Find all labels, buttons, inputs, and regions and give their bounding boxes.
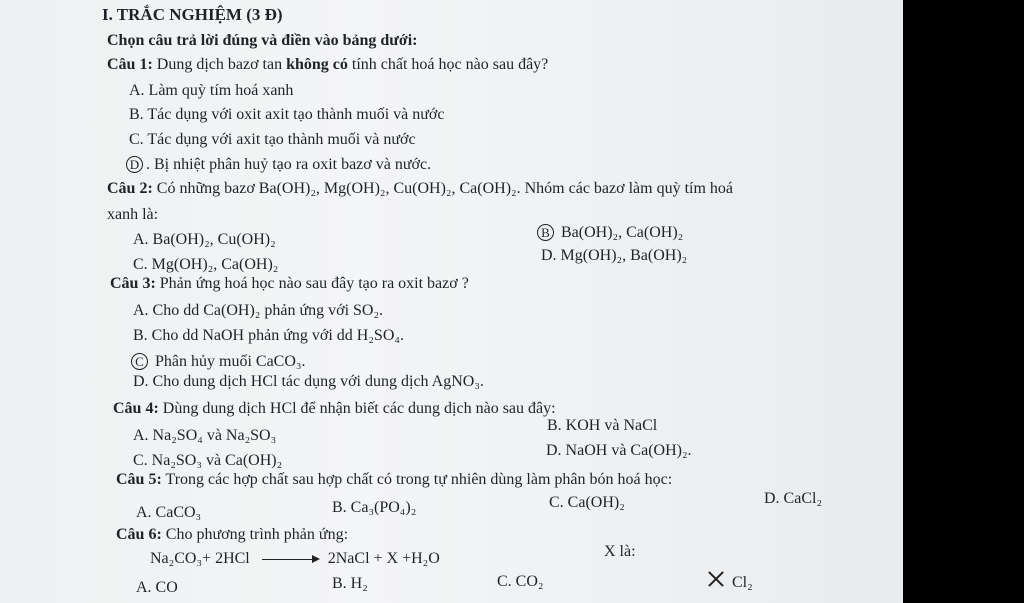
q4-option-a: A. Na₂SO₄ và Na₂SO₃ <box>133 427 277 444</box>
q1-option-a: A. Làm quỳ tím hoá xanh <box>129 82 294 99</box>
answer-circle-icon: C <box>131 353 148 370</box>
answer-circle-icon: B <box>537 224 554 241</box>
q2-option-a: A. Ba(OH)₂, Cu(OH)₂ <box>133 231 276 248</box>
q6-option-c: C. CO₂ <box>497 573 544 590</box>
equation-products: 2NaCl + X +H₂O <box>327 550 440 567</box>
q4-option-b: B. KOH và NaCl <box>547 417 658 434</box>
question-5: Câu 5: Trong các hợp chất sau hợp chất có trong tự nhiên dùng làm phân bón hoá học: <box>116 471 673 488</box>
question-4: Câu 4: Dùng dung dịch HCl để nhận biết các dung dịch nào sau đây: <box>113 400 556 417</box>
x-label: X là: <box>604 543 636 560</box>
crossed-answer-icon <box>706 571 722 587</box>
answer-circle-icon: D <box>126 156 143 173</box>
question-3: Câu 3: Phản ứng hoá học nào sau đây tạo ra oxit bazơ ? <box>110 275 469 292</box>
equation-reactants: Na₂CO₃+ 2HCl <box>150 550 250 567</box>
q2-option-c: C. Mg(OH)₂, Ca(OH)₂ <box>133 256 279 273</box>
question-2: Câu 2: Có những bazơ Ba(OH)₂, Mg(OH)₂, Cu(OH)₂, Ca(OH)₂. Nhóm các bazơ làm quỳ tím hoá <box>107 180 734 197</box>
q6-option-b: B. H₂ <box>332 575 368 592</box>
q4-option-c: C. Na₂SO₃ và Ca(OH)₂ <box>133 452 283 469</box>
q3-option-d: D. Cho dung dịch HCl tác dụng với dung dịch AgNO₃. <box>133 373 484 390</box>
q2-option-b: B Ba(OH)₂, Ca(OH)₂ <box>537 224 683 241</box>
question-4-label: Câu 4: <box>113 400 159 417</box>
q1-option-b: B. Tác dụng với oxit axit tạo thành muối và nước <box>129 106 445 123</box>
q2-option-d: D. Mg(OH)₂, Ba(OH)₂ <box>541 247 688 264</box>
question-2-label: Câu 2: <box>107 180 153 197</box>
q3-option-a: A. Cho dd Ca(OH)₂ phản ứng với SO₂. <box>133 302 384 319</box>
q6-option-a: A. CO <box>136 579 178 596</box>
q3-option-b: B. Cho dd NaOH phản ứng với dd H₂SO₄. <box>133 327 404 344</box>
question-1: Câu 1: Dung dịch bazơ tan không có tính chất hoá học nào sau đây? <box>107 56 549 73</box>
instruction: Chọn câu trả lời đúng và điền vào bảng dưới: <box>107 32 418 49</box>
question-3-label: Câu 3: <box>110 275 156 292</box>
q4-option-d: D. NaOH và Ca(OH)₂. <box>546 442 692 459</box>
q5-option-a: A. CaCO₃ <box>136 504 202 521</box>
question-6: Câu 6: Cho phương trình phản ứng: <box>116 526 349 543</box>
q1-option-d: D . Bị nhiệt phân huỷ tạo ra oxit bazơ và nước. <box>126 156 431 173</box>
reaction-equation <box>150 551 440 567</box>
q1-option-c: C. Tác dụng với axit tạo thành muối và nước <box>129 131 416 148</box>
question-2-line2: xanh là: <box>107 206 159 223</box>
q3-option-c: C Phân hủy muối CaCO₃. <box>131 353 305 370</box>
question-6-label: Câu 6: <box>116 526 162 543</box>
question-1-emphasis: không có <box>286 56 348 73</box>
section-title: I. TRẮC NGHIỆM (3 Đ) <box>102 5 283 24</box>
question-5-label: Câu 5: <box>116 471 162 488</box>
q6-option-d: Cl₂ <box>706 571 753 591</box>
q5-option-b: B. Ca₃(PO₄)₂ <box>332 499 417 516</box>
q5-option-c: C. Ca(OH)₂ <box>549 494 625 511</box>
q5-option-d: D. CaCl₂ <box>764 490 823 507</box>
reaction-arrow-icon <box>262 559 318 560</box>
question-1-label: Câu 1: <box>107 56 153 73</box>
